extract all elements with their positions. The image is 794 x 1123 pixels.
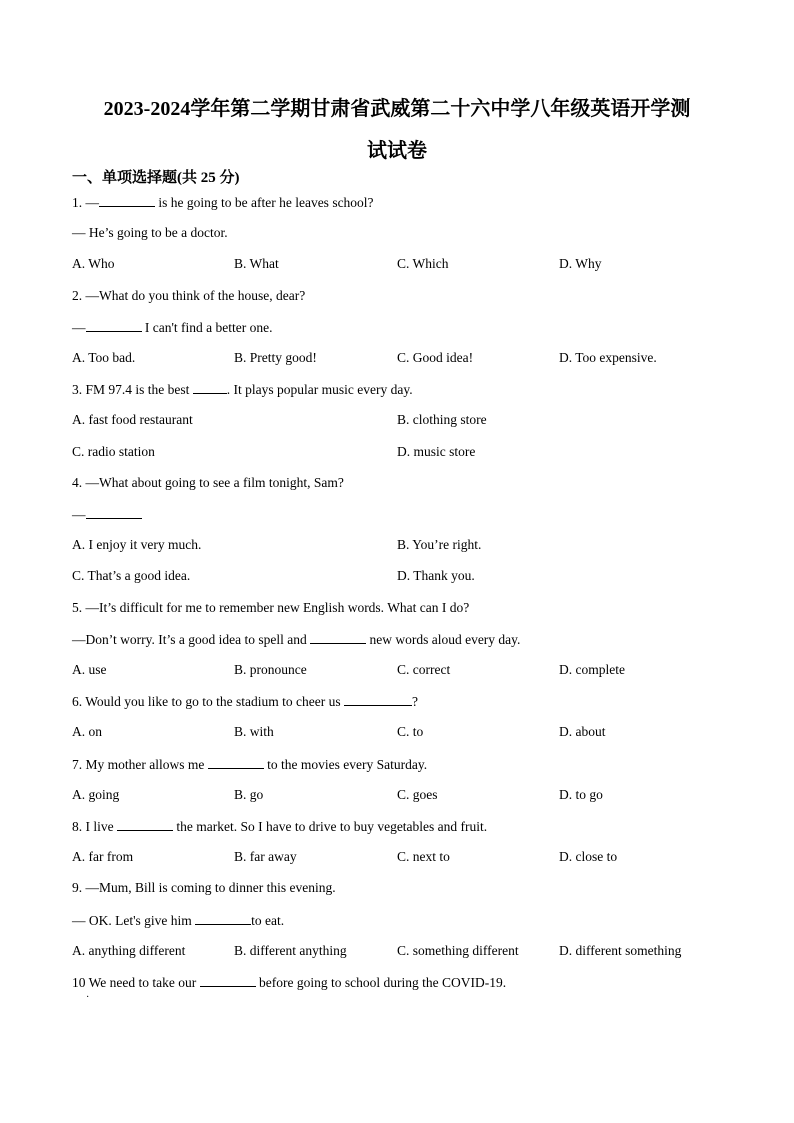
answer-blank	[86, 506, 142, 519]
question-3-option-a: A. fast food restaurant	[72, 412, 193, 427]
question-7-option-d: D. to go	[559, 787, 603, 802]
question-3-option-c: C. radio station	[72, 444, 155, 459]
question-9-option-c: C. something different	[397, 943, 519, 958]
question-4-option-c: C. That’s a good idea.	[72, 568, 191, 583]
stray-dot: ·	[86, 992, 90, 1003]
question-4-option-d: D. Thank you.	[397, 568, 475, 583]
question-2-option-d: D. Too expensive.	[559, 350, 657, 365]
answer-blank	[208, 756, 264, 769]
question-5-option-b: B. pronounce	[234, 662, 307, 677]
question-8-option-b: B. far away	[234, 849, 297, 864]
question-4-response: —	[72, 506, 142, 523]
question-5-stem: 5. —It’s difficult for me to remember new English words. What can I do?	[72, 600, 470, 615]
answer-blank	[193, 381, 227, 394]
question-6-option-d: D. about	[559, 724, 606, 739]
question-6-option-c: C. to	[397, 724, 424, 739]
question-1-option-d: D. Why	[559, 256, 602, 271]
question-1-response: — He’s going to be a doctor.	[72, 225, 228, 240]
question-6-option-b: B. with	[234, 724, 274, 739]
question-9-option-d: D. different something	[559, 943, 682, 958]
question-10-stem: 10 We need to take our before going to school during the COVID-19.	[72, 975, 507, 990]
answer-blank	[195, 912, 251, 925]
answer-blank	[117, 818, 173, 831]
question-3-stem: 3. FM 97.4 is the best . It plays popular music every day.	[72, 382, 413, 397]
question-1-option-a: A. Who	[72, 256, 115, 271]
question-3-option-d: D. music store	[397, 444, 476, 459]
answer-blank	[310, 631, 366, 644]
question-7-stem: 7. My mother allows me to the movies every Saturday.	[72, 757, 428, 772]
question-7-option-b: B. go	[234, 787, 264, 802]
question-1-option-b: B. What	[234, 256, 279, 271]
question-9-response: — OK. Let's give him to eat.	[72, 913, 285, 928]
question-9-option-b: B. different anything	[234, 943, 347, 958]
question-2-option-c: C. Good idea!	[397, 350, 474, 365]
question-2-response: — I can't find a better one.	[72, 320, 273, 335]
question-8-stem: 8. I live the market. So I have to drive to buy vegetables and fruit.	[72, 819, 488, 834]
question-4-stem: 4. —What about going to see a film tonight, Sam?	[72, 475, 344, 490]
answer-blank	[99, 194, 155, 207]
question-5-response: —Don’t worry. It’s a good idea to spell and new words aloud every day.	[72, 632, 521, 647]
question-8-option-d: D. close to	[559, 849, 618, 864]
question-4-option-a: A. I enjoy it very much.	[72, 537, 202, 552]
question-5-option-a: A. use	[72, 662, 107, 677]
question-2-stem: 2. —What do you think of the house, dear?	[72, 288, 306, 303]
question-6-option-a: A. on	[72, 724, 102, 739]
question-2-option-a: A. Too bad.	[72, 350, 136, 365]
question-4-option-b: B. You’re right.	[397, 537, 482, 552]
question-7-option-a: A. going	[72, 787, 120, 802]
question-5-option-c: C. correct	[397, 662, 451, 677]
section-heading: 一、单项选择题(共 25 分)	[72, 170, 240, 186]
question-1-stem: 1. — is he going to be after he leaves school?	[72, 195, 374, 210]
question-9-stem: 9. —Mum, Bill is coming to dinner this evening.	[72, 880, 336, 895]
answer-blank	[344, 693, 412, 706]
question-8-option-c: C. next to	[397, 849, 450, 864]
question-7-option-c: C. goes	[397, 787, 438, 802]
exam-title-line2: 试试卷	[367, 140, 427, 162]
question-5-option-d: D. complete	[559, 662, 625, 677]
question-6-stem: 6. Would you like to go to the stadium to cheer us ?	[72, 694, 419, 709]
question-1-option-c: C. Which	[397, 256, 449, 271]
question-2-option-b: B. Pretty good!	[234, 350, 317, 365]
answer-blank	[200, 974, 256, 987]
question-8-option-a: A. far from	[72, 849, 134, 864]
question-3-option-b: B. clothing store	[397, 412, 487, 427]
exam-title-line1: 2023-2024学年第二学期甘肃省武威第二十六中学八年级英语开学测	[103, 98, 691, 120]
question-9-option-a: A. anything different	[72, 943, 186, 958]
answer-blank	[86, 319, 142, 332]
